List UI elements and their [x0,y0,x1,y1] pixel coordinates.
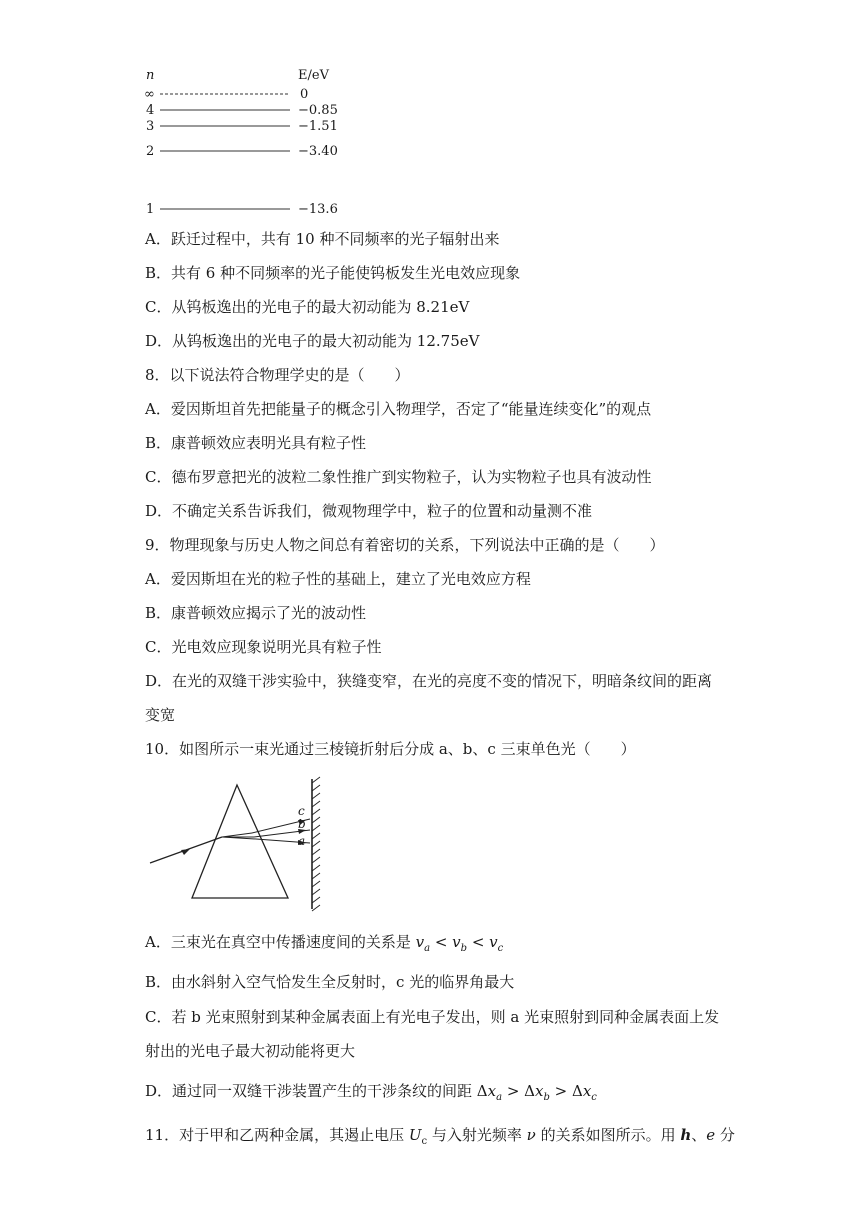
q10-option-b: B．由水斜射入空气恰发生全反射时，c 光的临界角最大 [145,973,515,991]
level-n-1: 1 [146,202,155,217]
level-n-inf: ∞ [144,87,155,102]
incident-arrow [181,849,190,855]
label-c: c [298,804,305,818]
n-axis-label: n [146,68,155,83]
q7-option-d: D．从钨板逸出的光电子的最大初动能为 12.75eV [145,332,480,350]
level-e-2: −3.40 [298,144,338,159]
q9-option-a: A．爱因斯坦在光的粒子性的基础上，建立了光电效应方程 [145,570,531,588]
q7-option-a: A．跃迁过程中，共有 10 种不同频率的光子辐射出来 [145,230,500,248]
level-n-3: 3 [146,119,155,134]
label-a: a [298,834,306,848]
energy-axis-label: E/eV [298,68,329,83]
q8-option-c: C．德布罗意把光的波粒二象性推广到实物粒子，认为实物粒子也具有波动性 [145,468,652,486]
q10-option-c-continued: 射出的光电子最大初动能将更大 [145,1042,356,1060]
prism-triangle [192,785,288,898]
q10-stem: 10．如图所示一束光通过三棱镜折射后分成 a、b、c 三束单色光（ ） [145,740,636,758]
screen-hatching [312,777,320,911]
q8-option-d: D．不确定关系告诉我们，微观物理学中，粒子的位置和动量测不准 [145,502,593,520]
level-n-2: 2 [146,144,155,159]
level-e-3: −1.51 [298,119,338,134]
q9-option-c: C．光电效应现象说明光具有粒子性 [145,638,382,656]
q9-option-d: D．在光的双缝干涉实验中，狭缝变窄，在光的亮度不变的情况下，明暗条纹间的距离 [145,672,713,690]
q8-option-b: B．康普顿效应表明光具有粒子性 [145,434,367,452]
q10-option-a: A．三束光在真空中传播速度间的关系是 $v_a < v_b < v_c$ [145,933,504,954]
q8-option-a: A．爱因斯坦首先把能量子的概念引入物理学，否定了“能量连续变化”的观点 [145,400,652,418]
q7-option-c: C．从钨板逸出的光电子的最大初动能为 8.21eV [145,298,470,316]
q9-stem: 9．物理现象与历史人物之间总有着密切的关系，下列说法中正确的是（ ） [145,536,665,554]
level-e-1: −13.6 [298,202,338,217]
q10-option-d: D．通过同一双缝干涉装置产生的干涉条纹的间距 $\Delta x_a > \Delta x_b > \Delta x_c$ [145,1082,597,1103]
q8-stem: 8．以下说法符合物理学史的是（ ） [145,366,410,384]
q9-option-d-continued: 变宽 [145,706,176,724]
prism-diagram [140,775,340,915]
level-n-4: 4 [146,103,155,118]
label-b: b [298,817,306,831]
q9-option-b: B．康普顿效应揭示了光的波动性 [145,604,367,622]
level-e-4: −0.85 [298,103,338,118]
q11-stem: 11．对于甲和乙两种金属，其遏止电压 $U_c$ 与入射光频率 ν 的关系如图所示。用 h、e 分 [145,1126,735,1147]
q7-option-b: B．共有 6 种不同频率的光子能使钨板发生光电效应现象 [145,264,521,282]
level-e-inf: 0 [300,87,309,102]
internal-ray-c [222,833,252,837]
q10-option-c: C．若 b 光束照射到某种金属表面上有光电子发出，则 a 光束照射到同种金属表面上发 [145,1008,720,1026]
energy-level-diagram [140,62,380,222]
